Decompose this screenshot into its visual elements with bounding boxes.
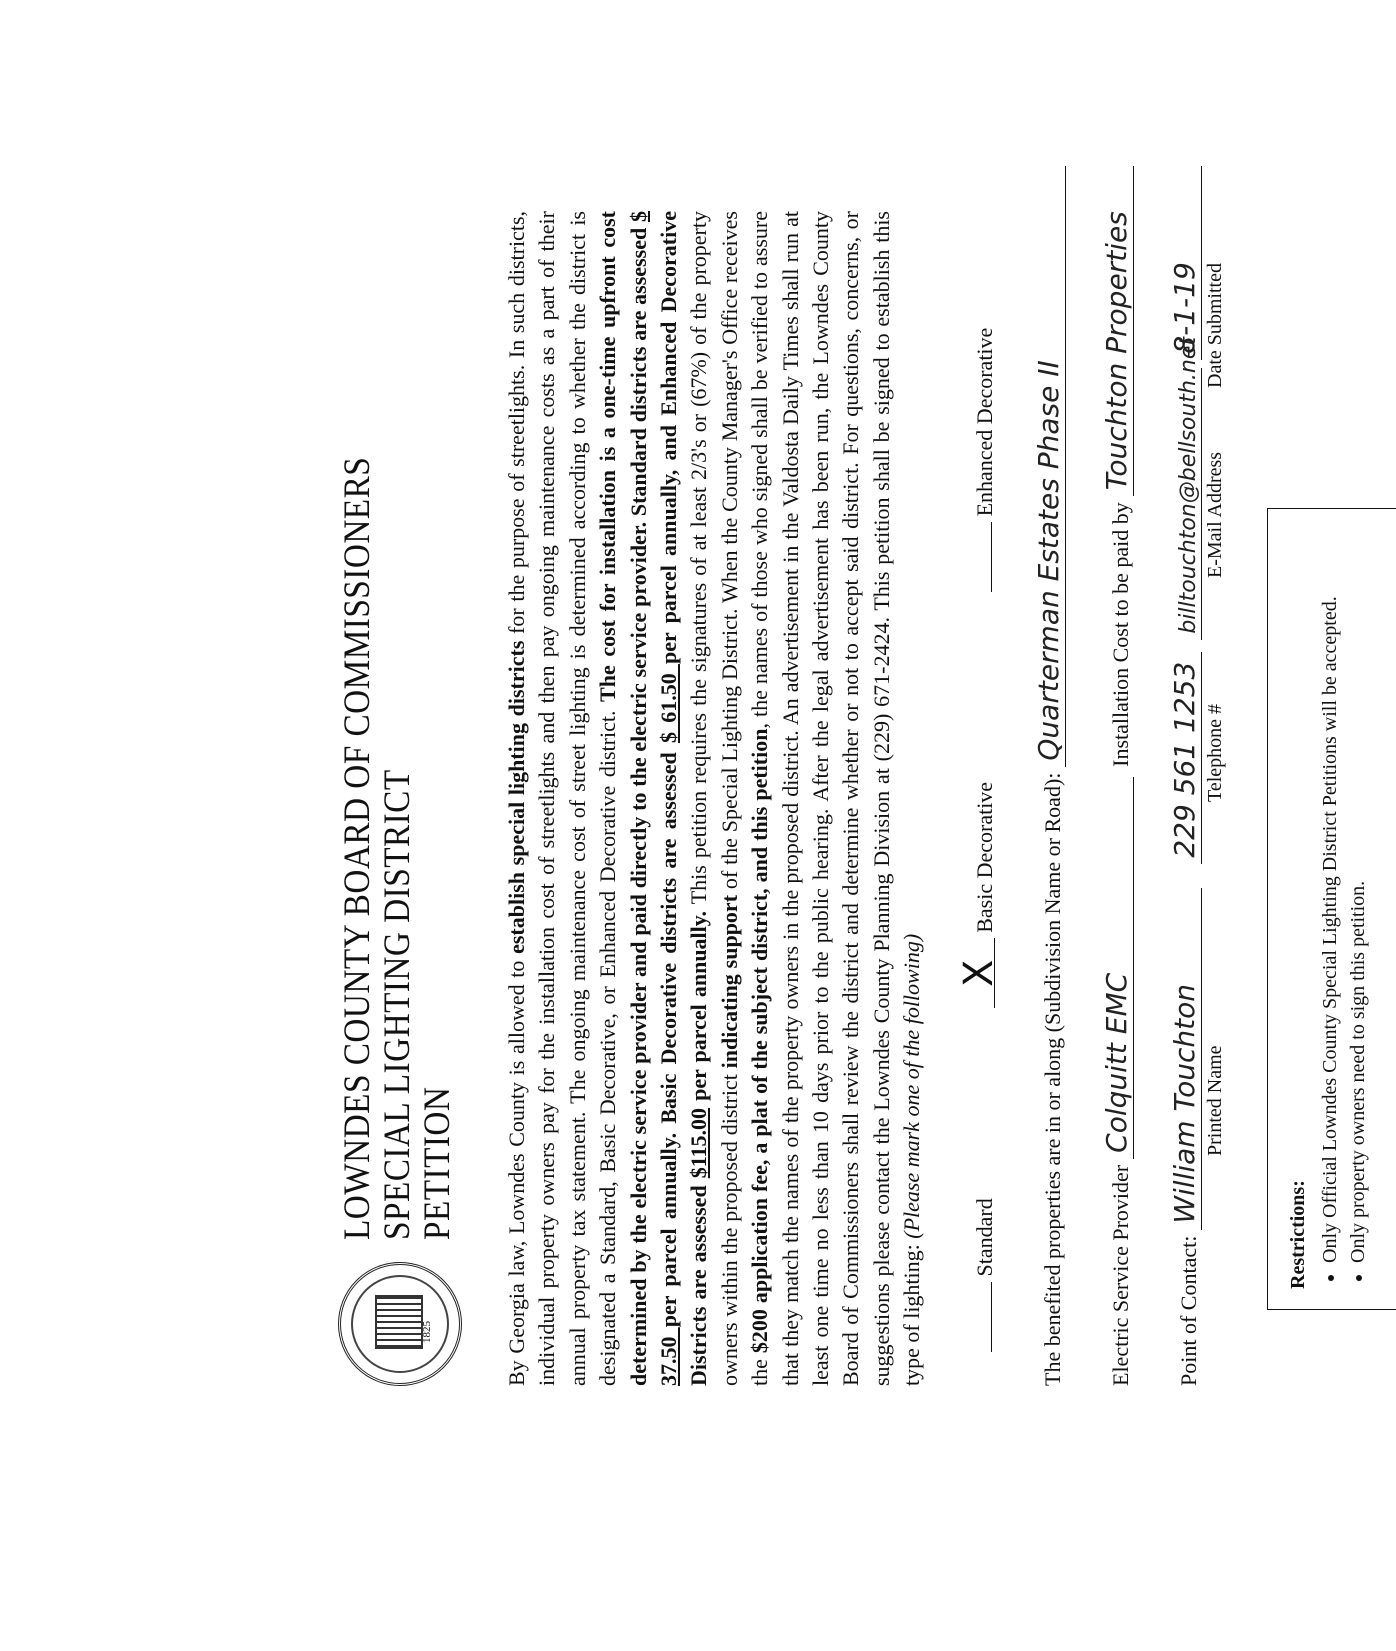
body-text-bold: The cost for installation is a one-time upfront cost determined by the electric service provider and paid directly to the electric service provider. Standard districts are assessed — [594, 210, 651, 1386]
basic-rate: $ 61.50 — [655, 663, 681, 743]
body-text: By Georgia law, Lowndes County is allowed to — [503, 953, 529, 1386]
body-text: of the Special Lighting District. When the County Manager's Office receives the — [716, 210, 772, 1386]
enhanced-rate: $115.00 — [685, 1107, 711, 1178]
provider-field[interactable]: Colquitt EMC — [1099, 776, 1133, 1158]
body-text-bold: establish special lighting districts — [503, 640, 529, 954]
contact-captions — [1203, 166, 1226, 1386]
body-text-bold: indicating support — [716, 894, 742, 1068]
checkbox-standard[interactable] — [990, 1282, 991, 1352]
checkbox-enhanced-decorative[interactable] — [990, 521, 991, 591]
option-standard[interactable] — [971, 1198, 997, 1352]
restrictions-title: Restrictions: — [1286, 1179, 1309, 1289]
subdivision-field[interactable]: Quarterman Estates Phase II — [1031, 166, 1065, 767]
county-seal-icon — [338, 1262, 462, 1386]
subdivision-row — [1031, 166, 1065, 1386]
option-label: Enhanced Decorative — [971, 327, 997, 516]
printed-name-caption: Printed Name — [1203, 1044, 1226, 1156]
body-text-bold: per parcel annually, and Enhanced Decorative Districts are assessed — [655, 210, 711, 1386]
body-text-bold: per parcel annually. — [685, 910, 711, 1108]
restriction-item: • Only property owners need to sign this petition. — [1343, 529, 1371, 1263]
body-text: for the purpose of streetlights. In such districts, individual property owners pay for the installation cost of streetlights and then pay ongoing maintenance costs as a part of their annual property tax statement. The ongoing maintenance cost of street lighting is determined according to whether the district is designated a Standard, Basic Decorative, or Enhanced Decorative district. — [503, 210, 620, 1386]
lighting-type-options — [955, 166, 1002, 1352]
petition-body-text — [502, 211, 928, 1386]
seal-year: 1825 — [420, 1320, 433, 1343]
contact-phone-field[interactable]: 229 561 1253 — [1167, 651, 1201, 863]
restriction-item: • Only Official Lowndes County Special Lighting District Petitions will be accepted. — [1315, 529, 1343, 1263]
body-text-italic: (Please mark one of the following) — [898, 933, 924, 1239]
restrictions-box — [1266, 508, 1396, 1310]
option-enhanced-decorative[interactable] — [971, 327, 997, 591]
option-basic-decorative[interactable] — [955, 781, 1002, 1007]
document-title — [338, 456, 458, 1239]
date-caption: Date Submitted — [1203, 262, 1226, 388]
installation-payer-field[interactable]: Touchton Properties — [1099, 166, 1133, 496]
body-text-bold: per parcel annually. Basic Decorative districts are assessed — [655, 742, 681, 1327]
option-label: Basic Decorative — [971, 781, 997, 933]
contact-name-field[interactable]: William Touchton — [1167, 887, 1201, 1229]
restrictions-list — [1315, 529, 1371, 1281]
email-caption: E-Mail Address — [1203, 451, 1226, 578]
contact-row — [1167, 166, 1201, 1386]
standard-rate: $ 37.50 — [625, 210, 681, 1386]
option-label: Standard — [971, 1197, 997, 1276]
document-header — [338, 166, 462, 1386]
document-page — [188, 126, 1369, 1526]
provider-row — [1099, 166, 1133, 1386]
installation-label: Installation Cost to be paid by — [1107, 501, 1133, 767]
contact-email-field[interactable]: billtouchton@bellsouth.net — [1175, 367, 1201, 639]
title-line-2: SPECIAL LIGHTING DISTRICT — [376, 768, 418, 1240]
provider-label: Electric Service Provider — [1107, 1164, 1133, 1386]
contact-label: Point of Contact: — [1175, 1235, 1201, 1386]
checkbox-basic-decorative[interactable]: X — [963, 938, 994, 1008]
body-text: This petition requires the signatures of at least 2/3's or (67%) of the property owners within the proposed district — [685, 210, 742, 1386]
date-submitted-field[interactable]: 8-1-19 — [1167, 166, 1201, 360]
title-line-3: PETITION — [416, 1086, 458, 1240]
telephone-caption: Telephone # — [1203, 703, 1226, 802]
body-text: , the names of those who signed shall be verified to assure that they match the names of the property owners in the proposed district. An advertisement in the Valdosta Daily Times shall run at least one time no less than 10 days prior to the public hearing. After the legal advertisement has been run, the Lowndes County Board of Commissioners shall review the district and determine whether or not to accept said district. For questions, concerns, or suggestions please contact the Lowndes County Planning Division at (229) 671-2424. This petition shall be signed to establish this type of lighting: — [746, 210, 924, 1386]
subdivision-label: The benefited properties are in or along (Subdivision Name or Road): — [1039, 772, 1065, 1386]
title-line-1: LOWNDES COUNTY BOARD OF COMMISSIONERS — [336, 456, 378, 1240]
body-text-bold: $200 application fee, a plat of the subject district, and this petition — [746, 728, 772, 1353]
